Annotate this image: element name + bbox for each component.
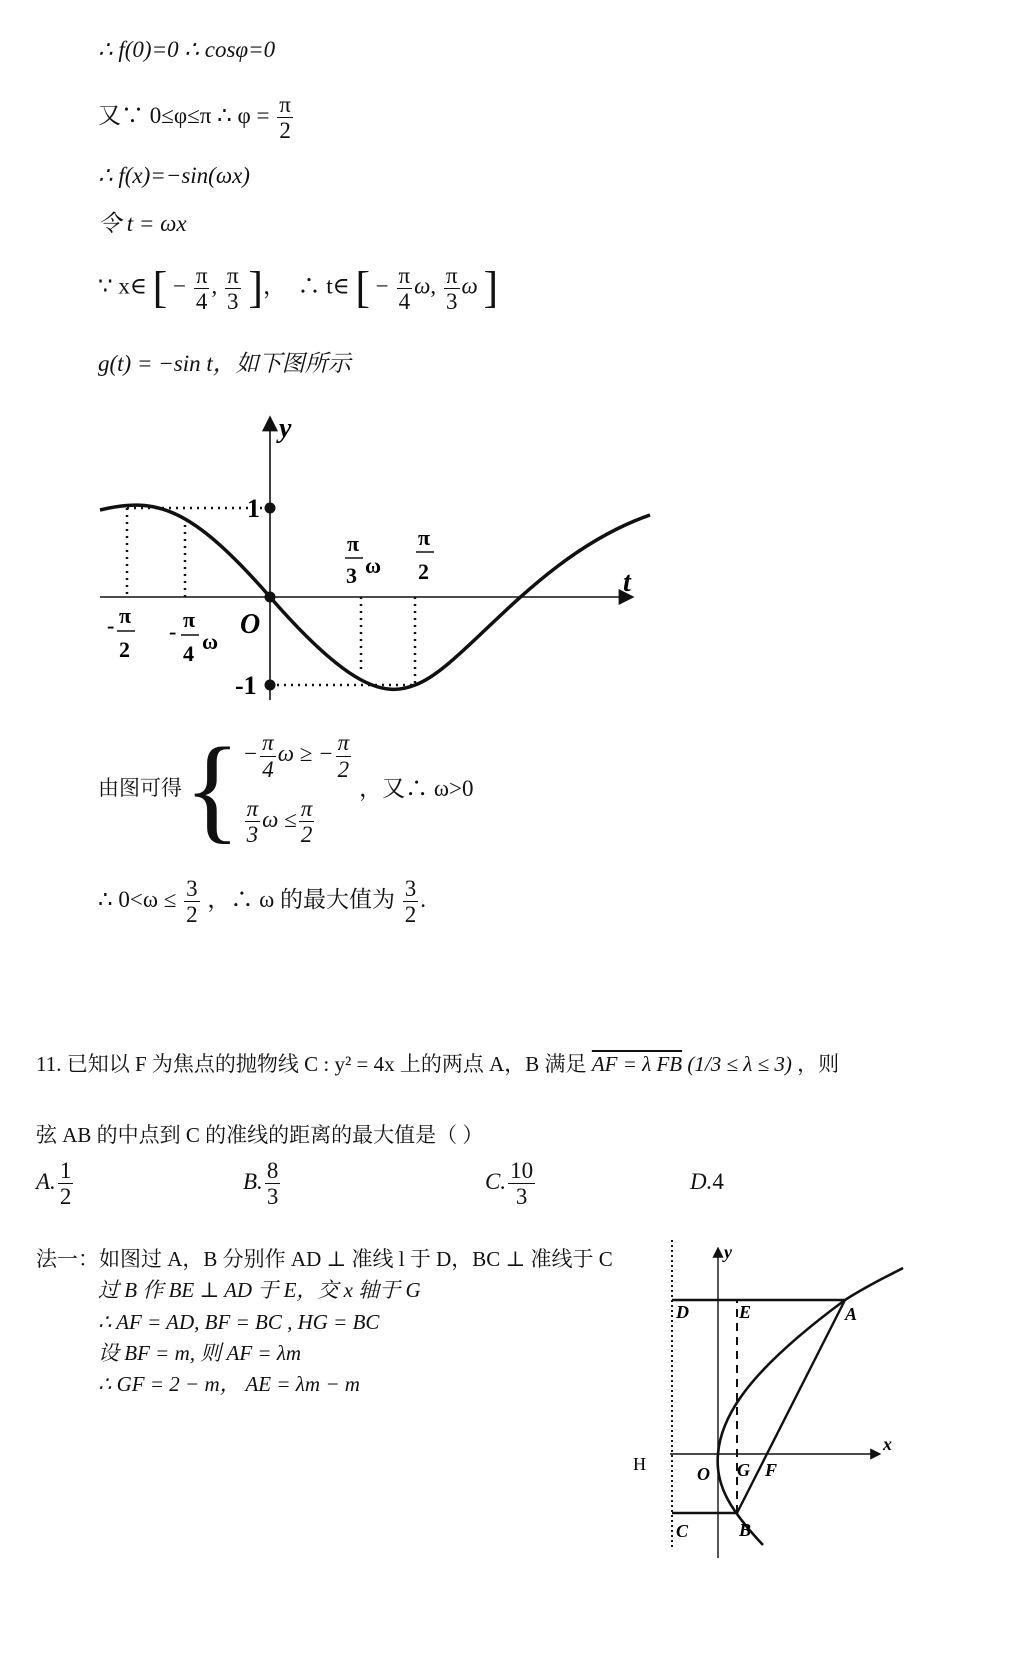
label-O: O (697, 1464, 710, 1484)
svg-text:π: π (183, 607, 196, 632)
problem11-stem-b: ，则 (797, 1052, 840, 1076)
label-E: E (739, 1302, 752, 1322)
label-B: B (739, 1520, 752, 1540)
tick-neg-pi4-omega (169, 607, 218, 666)
method1-line-1: 过 B 作 BE ⊥ AD 于 E，交 x 轴于 G (98, 1278, 421, 1302)
svg-text:-: - (107, 613, 115, 638)
svg-text:3: 3 (346, 563, 357, 588)
label-G: G (737, 1460, 750, 1480)
svg-text:ω: ω (202, 629, 219, 654)
svg-text:2: 2 (119, 637, 130, 662)
svg-text:-: - (169, 619, 177, 644)
problem11-stem-a: 11. 已知以 F 为焦点的抛物线 C : y² = 4x 上的两点 A，B 满足 (36, 1052, 587, 1076)
t-axis-label: t (623, 567, 631, 598)
svg-text:2: 2 (418, 559, 429, 584)
line-interval: ∵ x∈ [ − $\frac{\pi}{4}$ , $\frac{\pi}{3}$ ]， ∴ t∈ [ − $\frac{\pi}{4}$ ω, $\frac{\pi}{3}$ ω ] (98, 262, 499, 314)
y-tick-1: 1 (247, 494, 260, 523)
dot-y1 (265, 503, 276, 514)
svg-text:π: π (418, 525, 431, 550)
line-fx: ∴ f(x)=−sin(ωx) (98, 163, 250, 188)
dot-yneg1 (265, 680, 276, 691)
label-C: C (676, 1521, 689, 1541)
method1-line-0: 法一：如图过 A，B 分别作 AD ⊥ 准线 l 于 D，BC ⊥ 准线于 C (36, 1247, 613, 1271)
label-x: x (883, 1434, 892, 1454)
vector-equation: AF = λ FB (591, 1052, 683, 1076)
lambda-range: (1/3 ≤ λ ≤ 3) (687, 1052, 792, 1076)
svg-text:π: π (119, 603, 132, 628)
option-c[interactable]: C. $\frac{10}{3}$ (485, 1158, 534, 1210)
svg-text:π: π (347, 531, 360, 556)
y-tick-neg1: -1 (235, 671, 257, 700)
parabola-figure (625, 1240, 925, 1570)
tick-pi2 (416, 525, 434, 584)
method1-line-2: ∴ AF = AD, BF = BC , HG = BC (98, 1310, 380, 1334)
case-system: 由图可得 { − $\frac{\pi}{4}$ ω ≥ − $\frac{\pi}{2}$ $\frac{\pi}{3}$ ω ≤ $\frac{\pi}{2}$ ，又∴ ω>0 (98, 723, 474, 854)
problem11-question: 弦 AB 的中点到 C 的准线的距离的最大值是（ ） (36, 1123, 484, 1147)
case-tail: ，又∴ ω>0 (359, 776, 474, 802)
conclusion: ∴ 0<ω ≤ $\frac{3}{2}$ ，∴ ω 的最大值为 $\frac{3}{2}$ . (98, 876, 427, 928)
dot-origin (265, 592, 276, 603)
line-g: g(t) = −sin t，如下图所示 (98, 351, 351, 376)
phi-fraction: $\frac{\pi}{2}$ (279, 92, 291, 144)
case-1: − $\frac{\pi}{4}$ ω ≥ − $\frac{\pi}{2}$ (242, 730, 350, 782)
line-f0: ∴ f(0)=0 ∴ cosφ=0 (98, 37, 276, 62)
sine-graph (95, 405, 695, 715)
option-b[interactable]: B. $\frac{8}{3}$ (243, 1158, 279, 1210)
line-phi (98, 92, 295, 144)
case-label: 由图可得 (98, 776, 182, 801)
line-phi-text: 又∵ 0≤φ≤π ∴ φ = (98, 103, 270, 129)
y-axis-label: y (279, 413, 292, 444)
line-interval-t: ∴ t∈ (297, 273, 350, 299)
tick-pi3-omega (345, 531, 381, 588)
tick-neg-pi2 (107, 603, 135, 662)
case-2: $\frac{\pi}{3}$ ω ≤ $\frac{\pi}{2}$ (246, 796, 313, 848)
method1-line-4: ∴ GF = 2 − m， AE = λm − m (98, 1372, 360, 1396)
label-D: D (676, 1302, 689, 1322)
origin-label: O (240, 609, 261, 640)
problem11-stem (36, 1052, 839, 1077)
option-a[interactable]: A. $\frac{1}{2}$ (36, 1158, 72, 1210)
svg-text:4: 4 (183, 641, 194, 666)
chord-AB (737, 1300, 845, 1513)
label-y: y (724, 1242, 732, 1262)
label-H: H (633, 1454, 646, 1474)
option-d[interactable]: D.4 (690, 1169, 724, 1194)
label-F: F (765, 1460, 778, 1480)
method1-line-3: 设 BF = m, 则 AF = λm (98, 1341, 302, 1365)
line-interval-x: ∵ x∈ (98, 273, 147, 299)
label-A: A (845, 1304, 858, 1324)
svg-text:ω: ω (365, 553, 382, 578)
line-let-t: 令 t = ωx (98, 211, 187, 236)
